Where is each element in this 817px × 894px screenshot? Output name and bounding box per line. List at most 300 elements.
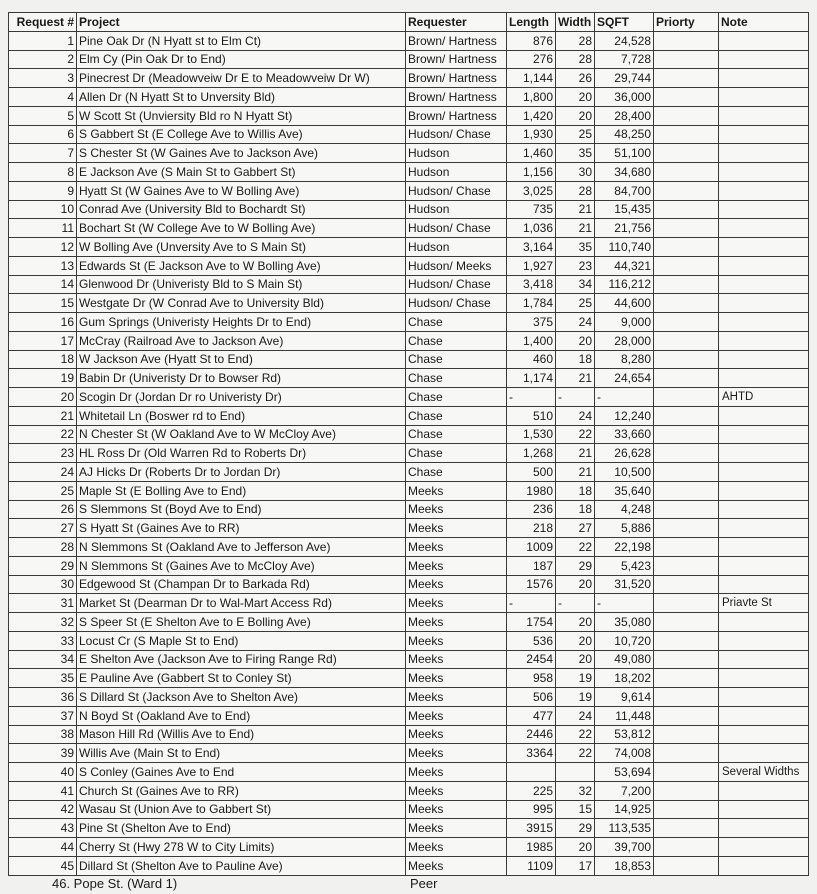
width-cell: 22 [556, 725, 595, 744]
length-cell: 500 [507, 463, 556, 482]
project-cell: S Slemmons St (Boyd Ave to End) [77, 500, 406, 519]
table-row [9, 125, 809, 144]
length-cell: 3915 [507, 819, 556, 838]
sqft-cell: 5,423 [595, 556, 654, 575]
length-cell: 477 [507, 706, 556, 725]
note-cell [719, 463, 809, 482]
sqft-cell: 9,000 [595, 313, 654, 332]
project-cell: Pine St (Shelton Ave to End) [77, 819, 406, 838]
note-cell [719, 856, 809, 875]
project-cell: Conrad Ave (University Bld to Bochardt St) [77, 200, 406, 219]
priority-cell [654, 181, 719, 200]
priority-cell [654, 69, 719, 88]
project-cell: McCray (Railroad Ave to Jackson Ave) [77, 331, 406, 350]
priority-cell [654, 688, 719, 707]
table-row [9, 31, 809, 50]
project-cell: Wasau St (Union Ave to Gabbert St) [77, 800, 406, 819]
priority-cell [654, 388, 719, 407]
priority-cell [654, 781, 719, 800]
sqft-cell: - [595, 594, 654, 613]
project-cell: Locust Cr (S Maple St to End) [77, 631, 406, 650]
width-cell: 24 [556, 406, 595, 425]
request-number-cell: 15 [9, 294, 77, 313]
width-cell: 28 [556, 181, 595, 200]
project-cell: Hyatt St (W Gaines Ave to W Bolling Ave) [77, 181, 406, 200]
priority-cell [654, 144, 719, 163]
request-number-cell: 43 [9, 819, 77, 838]
request-number-cell: 8 [9, 163, 77, 182]
note-cell [719, 219, 809, 238]
table-row [9, 50, 809, 69]
request-number-cell: 37 [9, 706, 77, 725]
priority-cell [654, 856, 719, 875]
sqft-cell: 9,614 [595, 688, 654, 707]
length-cell: 3,164 [507, 238, 556, 257]
project-cell: Allen Dr (N Hyatt St to Unversity Bld) [77, 88, 406, 107]
requester-cell: Meeks [406, 856, 507, 875]
sqft-cell: 21,756 [595, 219, 654, 238]
requester-cell: Meeks [406, 819, 507, 838]
sqft-cell: 18,853 [595, 856, 654, 875]
project-cell: HL Ross Dr (Old Warren Rd to Roberts Dr) [77, 444, 406, 463]
project-cell: Whitetail Ln (Boswer rd to End) [77, 406, 406, 425]
length-cell: 735 [507, 200, 556, 219]
header-width: Width [556, 13, 595, 32]
length-cell: 995 [507, 800, 556, 819]
table-row [9, 144, 809, 163]
length-cell: 510 [507, 406, 556, 425]
length-cell: 3364 [507, 744, 556, 763]
width-cell: 20 [556, 575, 595, 594]
width-cell: 24 [556, 313, 595, 332]
width-cell: 22 [556, 744, 595, 763]
requester-cell: Chase [406, 388, 507, 407]
table-row [9, 650, 809, 669]
width-cell: 19 [556, 688, 595, 707]
table-row [9, 594, 809, 613]
project-cell: Mason Hill Rd (Willis Ave to End) [77, 725, 406, 744]
sqft-cell: 18,202 [595, 669, 654, 688]
width-cell: 21 [556, 219, 595, 238]
length-cell: 1009 [507, 538, 556, 557]
request-number-cell: 16 [9, 313, 77, 332]
sqft-cell: 28,000 [595, 331, 654, 350]
table-row [9, 350, 809, 369]
note-cell [719, 294, 809, 313]
note-cell [719, 744, 809, 763]
note-cell [719, 819, 809, 838]
project-cell: Cherry St (Hwy 278 W to City Limits) [77, 838, 406, 857]
project-cell: W Jackson Ave (Hyatt St to End) [77, 350, 406, 369]
sqft-cell: 26,628 [595, 444, 654, 463]
width-cell [556, 763, 595, 782]
sqft-cell: 34,680 [595, 163, 654, 182]
sqft-cell: 7,200 [595, 781, 654, 800]
sqft-cell: 44,321 [595, 256, 654, 275]
sqft-cell: 24,654 [595, 369, 654, 388]
request-number-cell: 41 [9, 781, 77, 800]
table-row [9, 219, 809, 238]
width-cell: 29 [556, 556, 595, 575]
note-cell [719, 50, 809, 69]
note-cell [719, 669, 809, 688]
width-cell: 19 [556, 669, 595, 688]
table-row [9, 88, 809, 107]
project-cell: S Hyatt St (Gaines Ave to RR) [77, 519, 406, 538]
length-cell: 1,930 [507, 125, 556, 144]
width-cell: 17 [556, 856, 595, 875]
table-row [9, 200, 809, 219]
sqft-cell: 5,886 [595, 519, 654, 538]
sqft-cell: 36,000 [595, 88, 654, 107]
requester-cell: Hudson [406, 200, 507, 219]
width-cell: 21 [556, 200, 595, 219]
width-cell: 20 [556, 88, 595, 107]
note-cell: Several Widths [719, 763, 809, 782]
request-number-cell: 18 [9, 350, 77, 369]
note-cell [719, 406, 809, 425]
project-cell: Glenwood Dr (Univeristy Bld to S Main St) [77, 275, 406, 294]
width-cell: 35 [556, 144, 595, 163]
request-number-cell: 4 [9, 88, 77, 107]
request-number-cell: 1 [9, 31, 77, 50]
length-cell: 958 [507, 669, 556, 688]
length-cell: 1,800 [507, 88, 556, 107]
length-cell: 218 [507, 519, 556, 538]
note-cell [719, 575, 809, 594]
requester-cell: Chase [406, 406, 507, 425]
note-cell [719, 181, 809, 200]
note-cell: Priavte St [719, 594, 809, 613]
priority-cell [654, 406, 719, 425]
length-cell: 460 [507, 350, 556, 369]
project-cell: S Conley (Gaines Ave to End [77, 763, 406, 782]
requester-cell: Meeks [406, 500, 507, 519]
width-cell: 29 [556, 819, 595, 838]
width-cell: 18 [556, 350, 595, 369]
width-cell: 25 [556, 294, 595, 313]
note-cell [719, 613, 809, 632]
table-row [9, 481, 809, 500]
table-row [9, 631, 809, 650]
sqft-cell: 110,740 [595, 238, 654, 257]
width-cell: 20 [556, 106, 595, 125]
priority-cell [654, 594, 719, 613]
requester-cell: Brown/ Hartness [406, 50, 507, 69]
note-cell [719, 838, 809, 857]
priority-cell [654, 838, 719, 857]
requester-cell: Meeks [406, 575, 507, 594]
sqft-cell: 33,660 [595, 425, 654, 444]
length-cell: - [507, 388, 556, 407]
width-cell: 32 [556, 781, 595, 800]
priority-cell [654, 725, 719, 744]
requester-cell: Hudson [406, 144, 507, 163]
priority-cell [654, 106, 719, 125]
priority-cell [654, 31, 719, 50]
sqft-cell: 10,500 [595, 463, 654, 482]
length-cell: 1,036 [507, 219, 556, 238]
request-number-cell: 13 [9, 256, 77, 275]
request-number-cell: 44 [9, 838, 77, 857]
requester-cell: Chase [406, 313, 507, 332]
requester-cell: Hudson/ Chase [406, 294, 507, 313]
priority-cell [654, 294, 719, 313]
requester-cell: Meeks [406, 650, 507, 669]
priority-cell [654, 350, 719, 369]
note-cell [719, 538, 809, 557]
table-row [9, 256, 809, 275]
priority-cell [654, 163, 719, 182]
sqft-cell: 7,728 [595, 50, 654, 69]
project-cell: Elm Cy (Pin Oak Dr to End) [77, 50, 406, 69]
table-row [9, 575, 809, 594]
request-number-cell: 11 [9, 219, 77, 238]
note-cell [719, 481, 809, 500]
requester-cell: Meeks [406, 669, 507, 688]
request-number-cell: 21 [9, 406, 77, 425]
project-cell: E Pauline Ave (Gabbert St to Conley St) [77, 669, 406, 688]
priority-cell [654, 538, 719, 557]
request-number-cell: 6 [9, 125, 77, 144]
request-number-cell: 2 [9, 50, 77, 69]
project-cell: S Speer St (E Shelton Ave to E Bolling Ave) [77, 613, 406, 632]
note-cell [719, 125, 809, 144]
project-cell: N Boyd St (Oakland Ave to End) [77, 706, 406, 725]
request-number-cell: 9 [9, 181, 77, 200]
project-cell: N Slemmons St (Oakland Ave to Jefferson Ave) [77, 538, 406, 557]
footer-request-46: 46. Pope St. (Ward 1) [52, 876, 178, 891]
sqft-cell: 48,250 [595, 125, 654, 144]
width-cell: 27 [556, 519, 595, 538]
width-cell: 28 [556, 31, 595, 50]
sqft-cell: 39,700 [595, 838, 654, 857]
project-cell: N Chester St (W Oakland Ave to W McCloy Ave) [77, 425, 406, 444]
requester-cell: Hudson/ Chase [406, 275, 507, 294]
table-row [9, 819, 809, 838]
project-cell: Maple St (E Bolling Ave to End) [77, 481, 406, 500]
table-row [9, 313, 809, 332]
note-cell [719, 331, 809, 350]
request-number-cell: 35 [9, 669, 77, 688]
table-row [9, 331, 809, 350]
priority-cell [654, 331, 719, 350]
length-cell: 276 [507, 50, 556, 69]
sqft-cell: 113,535 [595, 819, 654, 838]
table-row [9, 763, 809, 782]
project-cell: S Gabbert St (E College Ave to Willis Ave) [77, 125, 406, 144]
request-number-cell: 19 [9, 369, 77, 388]
note-cell [719, 256, 809, 275]
note-cell [719, 350, 809, 369]
width-cell: 35 [556, 238, 595, 257]
sqft-cell: 24,528 [595, 31, 654, 50]
table-row [9, 369, 809, 388]
priority-cell [654, 444, 719, 463]
sqft-cell: 44,600 [595, 294, 654, 313]
note-cell [719, 144, 809, 163]
sqft-cell: 35,640 [595, 481, 654, 500]
requester-cell: Brown/ Hartness [406, 31, 507, 50]
table-row [9, 781, 809, 800]
requester-cell: Meeks [406, 725, 507, 744]
request-number-cell: 32 [9, 613, 77, 632]
header-request-number: Request # [9, 13, 77, 32]
requester-cell: Chase [406, 425, 507, 444]
table-row [9, 238, 809, 257]
width-cell: 18 [556, 481, 595, 500]
sqft-cell: 4,248 [595, 500, 654, 519]
requester-cell: Chase [406, 350, 507, 369]
table-row [9, 669, 809, 688]
priority-cell [654, 463, 719, 482]
table-row [9, 538, 809, 557]
request-number-cell: 3 [9, 69, 77, 88]
requester-cell: Chase [406, 444, 507, 463]
table-row [9, 725, 809, 744]
project-cell: Westgate Dr (W Conrad Ave to University Bld) [77, 294, 406, 313]
request-number-cell: 45 [9, 856, 77, 875]
length-cell: 3,418 [507, 275, 556, 294]
sqft-cell: 51,100 [595, 144, 654, 163]
header-length: Length [507, 13, 556, 32]
priority-cell [654, 500, 719, 519]
length-cell: 1985 [507, 838, 556, 857]
length-cell: 1,784 [507, 294, 556, 313]
requester-cell: Meeks [406, 763, 507, 782]
project-cell: Bochart St (W College Ave to W Bolling Ave) [77, 219, 406, 238]
table-row [9, 519, 809, 538]
note-cell [719, 313, 809, 332]
priority-cell [654, 669, 719, 688]
requester-cell: Meeks [406, 481, 507, 500]
priority-cell [654, 481, 719, 500]
request-number-cell: 12 [9, 238, 77, 257]
priority-cell [654, 519, 719, 538]
width-cell: 21 [556, 444, 595, 463]
table-row [9, 706, 809, 725]
width-cell: - [556, 388, 595, 407]
table-row [9, 294, 809, 313]
project-cell: W Scott St (Unviersity Bld ro N Hyatt St) [77, 106, 406, 125]
table-row [9, 69, 809, 88]
length-cell: 2454 [507, 650, 556, 669]
requester-cell: Meeks [406, 519, 507, 538]
note-cell [719, 519, 809, 538]
header-row [9, 13, 809, 32]
table-row [9, 275, 809, 294]
requester-cell: Meeks [406, 744, 507, 763]
priority-cell [654, 425, 719, 444]
length-cell: 1576 [507, 575, 556, 594]
length-cell: 1,420 [507, 106, 556, 125]
sqft-cell: 22,198 [595, 538, 654, 557]
sqft-cell: 14,925 [595, 800, 654, 819]
sqft-cell: 15,435 [595, 200, 654, 219]
length-cell: 1,400 [507, 331, 556, 350]
priority-cell [654, 556, 719, 575]
table-row [9, 800, 809, 819]
project-cell: Gum Springs (Univeristy Heights Dr to End) [77, 313, 406, 332]
requester-cell: Hudson/ Chase [406, 181, 507, 200]
project-cell: Dillard St (Shelton Ave to Pauline Ave) [77, 856, 406, 875]
table-row [9, 744, 809, 763]
length-cell: 1,156 [507, 163, 556, 182]
length-cell: 506 [507, 688, 556, 707]
priority-cell [654, 575, 719, 594]
note-cell [719, 238, 809, 257]
project-cell: Babin Dr (Univeristy Dr to Bowser Rd) [77, 369, 406, 388]
note-cell [719, 725, 809, 744]
request-number-cell: 36 [9, 688, 77, 707]
request-number-cell: 22 [9, 425, 77, 444]
length-cell: 1,268 [507, 444, 556, 463]
requester-cell: Chase [406, 331, 507, 350]
width-cell: - [556, 594, 595, 613]
table-row [9, 613, 809, 632]
sqft-cell: 12,240 [595, 406, 654, 425]
project-cell: Church St (Gaines Ave to RR) [77, 781, 406, 800]
request-number-cell: 38 [9, 725, 77, 744]
note-cell [719, 106, 809, 125]
width-cell: 21 [556, 369, 595, 388]
project-cell: S Chester St (W Gaines Ave to Jackson Ave) [77, 144, 406, 163]
table-row [9, 388, 809, 407]
length-cell: - [507, 594, 556, 613]
note-cell [719, 31, 809, 50]
request-number-cell: 17 [9, 331, 77, 350]
sqft-cell: 10,720 [595, 631, 654, 650]
requester-cell: Hudson [406, 163, 507, 182]
length-cell: 1,144 [507, 69, 556, 88]
header-project: Project [77, 13, 406, 32]
requester-cell: Meeks [406, 594, 507, 613]
project-cell: Edwards St (E Jackson Ave to W Bolling Ave) [77, 256, 406, 275]
project-cell: E Shelton Ave (Jackson Ave to Firing Range Rd) [77, 650, 406, 669]
request-number-cell: 39 [9, 744, 77, 763]
requester-cell: Hudson/ Meeks [406, 256, 507, 275]
note-cell [719, 706, 809, 725]
table-row [9, 406, 809, 425]
request-number-cell: 10 [9, 200, 77, 219]
note-cell [719, 781, 809, 800]
width-cell: 18 [556, 500, 595, 519]
request-number-cell: 26 [9, 500, 77, 519]
priority-cell [654, 819, 719, 838]
width-cell: 20 [556, 838, 595, 857]
width-cell: 20 [556, 331, 595, 350]
sqft-cell: 74,008 [595, 744, 654, 763]
project-cell: Scogin Dr (Jordan Dr ro Univeristy Dr) [77, 388, 406, 407]
note-cell [719, 688, 809, 707]
note-cell [719, 631, 809, 650]
width-cell: 25 [556, 125, 595, 144]
header-note: Note [719, 13, 809, 32]
note-cell [719, 650, 809, 669]
request-number-cell: 24 [9, 463, 77, 482]
note-cell [719, 425, 809, 444]
requester-cell: Brown/ Hartness [406, 69, 507, 88]
sqft-cell: 49,080 [595, 650, 654, 669]
width-cell: 22 [556, 425, 595, 444]
length-cell: 876 [507, 31, 556, 50]
project-cell: AJ Hicks Dr (Roberts Dr to Jordan Dr) [77, 463, 406, 482]
request-number-cell: 20 [9, 388, 77, 407]
priority-cell [654, 369, 719, 388]
length-cell: 187 [507, 556, 556, 575]
table-row [9, 500, 809, 519]
priority-cell [654, 238, 719, 257]
